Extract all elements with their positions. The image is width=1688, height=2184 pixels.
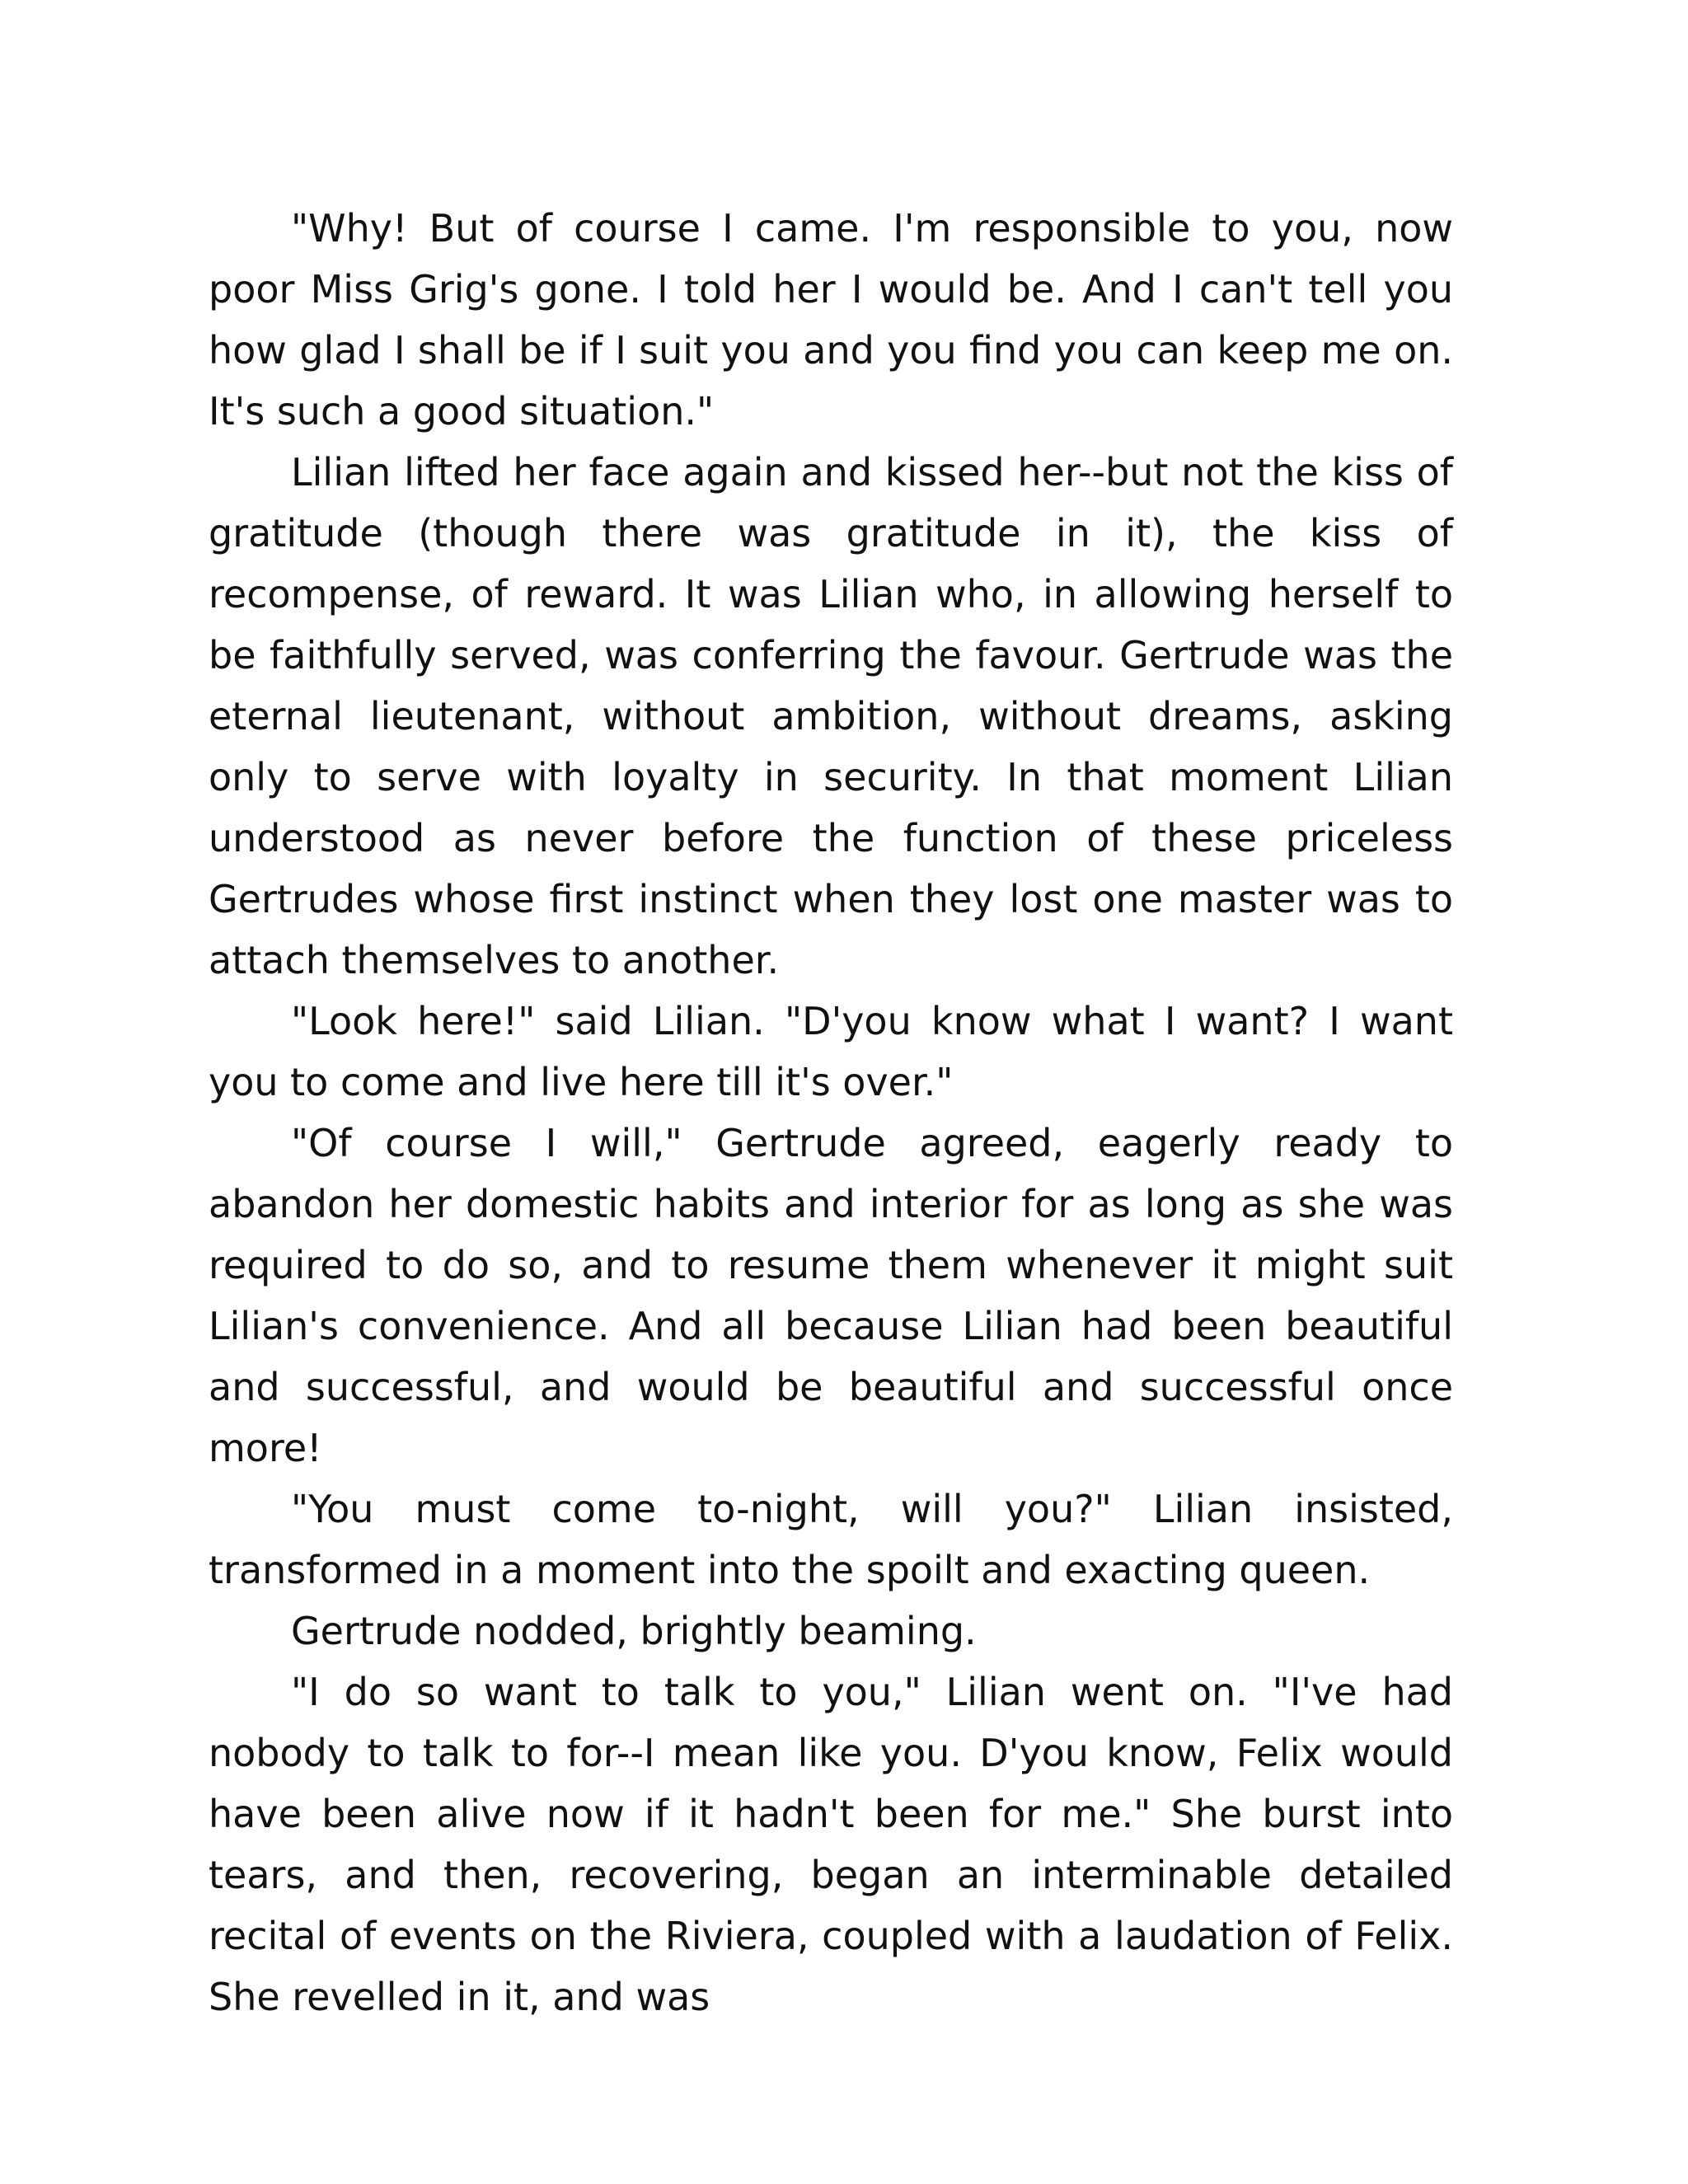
paragraph-3: "Look here!" said Lilian. "D'you know what I want? I want you to come and live here till it's over." <box>209 999 1453 1104</box>
document-page <box>209 198 1453 2027</box>
paragraph-1: "Why! But of course I came. I'm responsible to you, now poor Miss Grig's gone. I told her I would be. And I can't tell you how glad I shall be if I suit you and you find you can keep me on. It's such a good situation." <box>209 206 1453 434</box>
paragraph-6: Gertrude nodded, brightly beaming. <box>291 1609 977 1653</box>
paragraph-7: "I do so want to talk to you," Lilian went on. "I've had nobody to talk to for--I mean like you. D'you know, Felix would have been alive now if it hadn't been for me." She burst into tears, and then, recovering, began an interminable detailed recital of events on the Riviera, coupled with a laudation of Felix. She revelled in it, and was <box>209 1670 1453 2019</box>
paragraph-4: "Of course I will," Gertrude agreed, eagerly ready to abandon her domestic habits and interior for as long as she was required to do so, and to resume them whenever it might suit Lilian's convenience. And all because Lilian had been beautiful and successful, and would be beautiful and successful once more! <box>209 1121 1453 1470</box>
paragraph-2: Lilian lifted her face again and kissed her--but not the kiss of gratitude (though there was gratitude in it), the kiss of recompense, of reward. It was Lilian who, in allowing herself to be faithfully served, was conferring the favour. Gertrude was the eternal lieutenant, without ambition, without dreams, asking only to serve with loyalty in security. In that moment Lilian understood as never before the function of these priceless Gertrudes whose first instinct when they lost one master was to attach themselves to another. <box>209 450 1453 982</box>
paragraph-5: "You must come to-night, will you?" Lilian insisted, transformed in a moment into the spoilt and exacting queen. <box>209 1487 1453 1592</box>
